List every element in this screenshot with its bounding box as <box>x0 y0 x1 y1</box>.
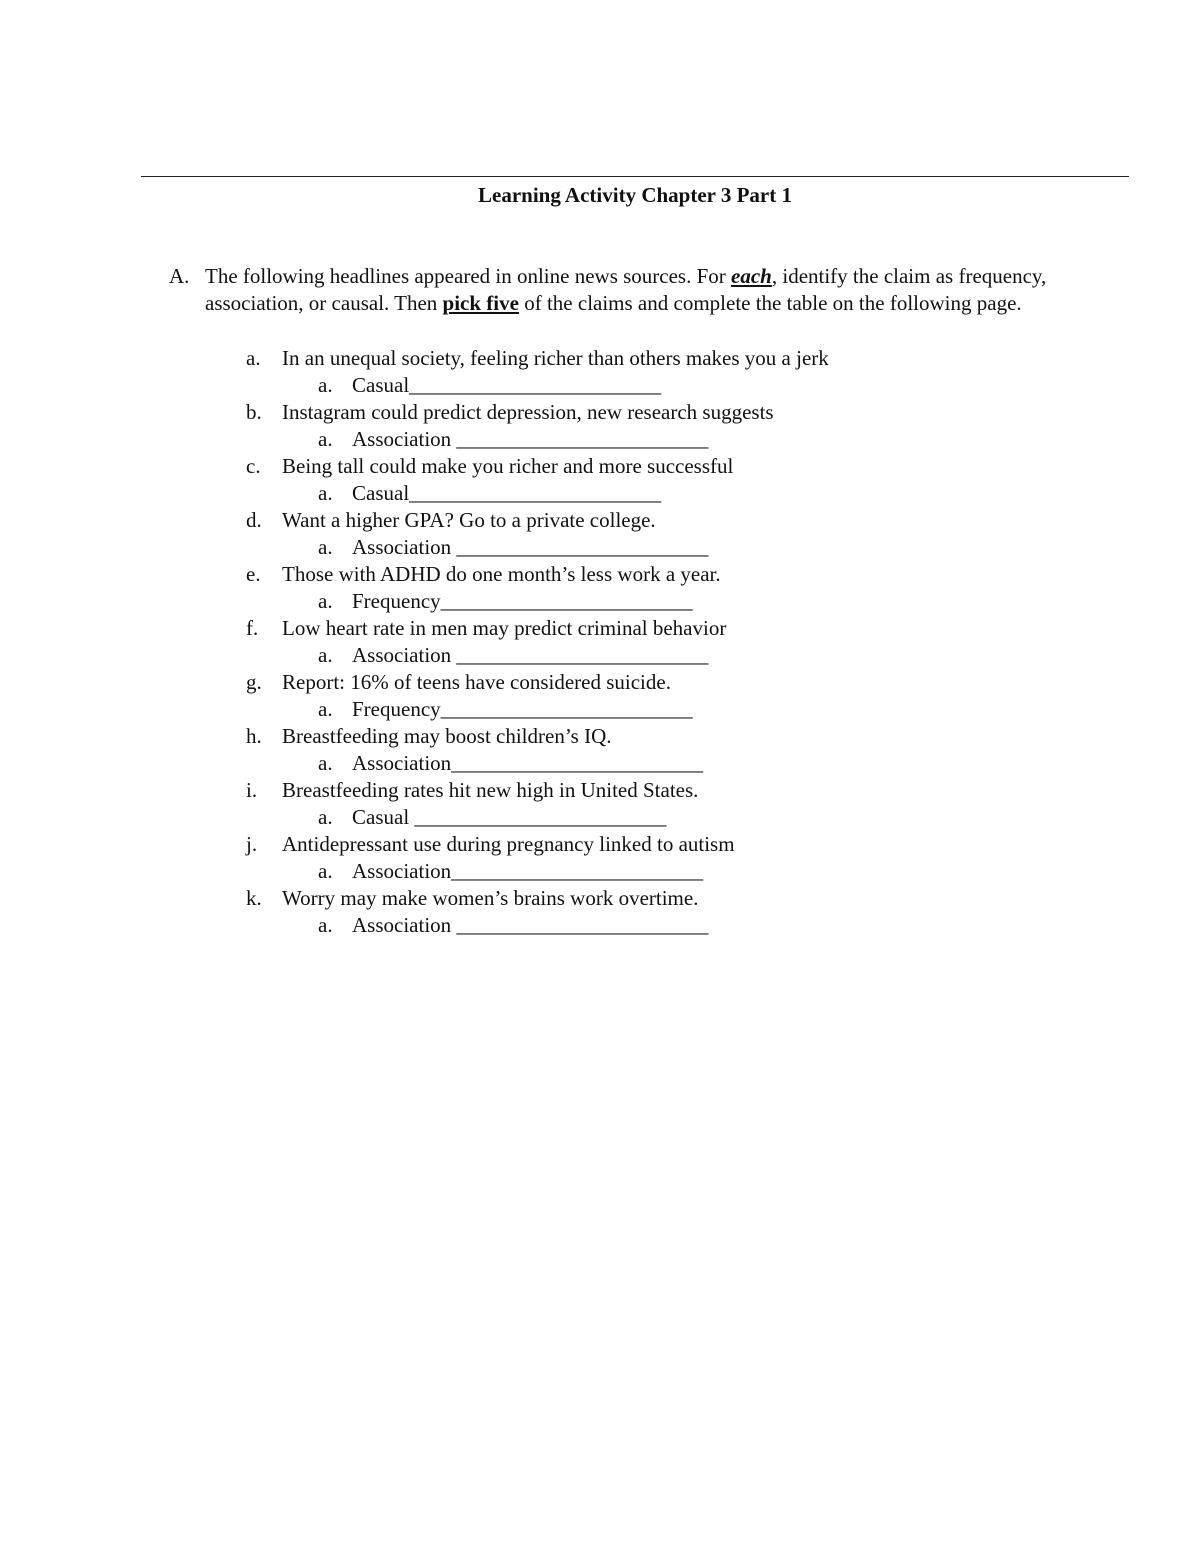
list-item <box>246 723 1146 777</box>
answer-letter: a. <box>318 427 333 451</box>
answer-letter: a. <box>318 535 333 559</box>
answer-letter: a. <box>318 859 333 883</box>
answer-text: Association________________________ <box>352 859 704 883</box>
headline-text: Being tall could make you richer and more successful <box>282 454 734 478</box>
list-item <box>246 831 1146 885</box>
answer-letter: a. <box>318 805 333 829</box>
list-item <box>246 885 1146 939</box>
list-item <box>246 345 1146 399</box>
item-letter: f. <box>246 616 259 640</box>
answer-line <box>318 426 708 453</box>
answer-text: Frequency________________________ <box>352 697 693 721</box>
answer-line <box>318 858 703 885</box>
section-instructions <box>205 263 1145 317</box>
headline-list <box>246 345 1146 939</box>
item-letter: c. <box>246 454 261 478</box>
instructions-part-2: , identify the claim as frequency, association, or causal. Then <box>205 264 1047 315</box>
item-letter: e. <box>246 562 261 586</box>
emphasis-pick-five: pick five <box>442 291 519 315</box>
headline-text: Those with ADHD do one month’s less work a year. <box>282 562 721 586</box>
item-letter: h. <box>246 724 262 748</box>
headline-text: Want a higher GPA? Go to a private college. <box>282 508 656 532</box>
item-letter: a. <box>246 346 261 370</box>
answer-letter: a. <box>318 697 333 721</box>
list-item <box>246 777 1146 831</box>
list-item <box>246 561 1146 615</box>
headline-line <box>246 561 721 588</box>
answer-line <box>318 480 661 507</box>
headline-line <box>246 345 829 372</box>
answer-text: Association________________________ <box>352 751 704 775</box>
answer-text: Casual________________________ <box>352 481 662 505</box>
answer-letter: a. <box>318 373 333 397</box>
item-letter: k. <box>246 886 262 910</box>
answer-text: Frequency________________________ <box>352 589 693 613</box>
headline-text: Instagram could predict depression, new research suggests <box>282 400 774 424</box>
headline-line <box>246 885 698 912</box>
answer-line <box>318 372 661 399</box>
answer-line <box>318 804 666 831</box>
emphasis-each: each <box>731 264 772 288</box>
header-rule <box>141 176 1129 177</box>
answer-line <box>318 750 703 777</box>
headline-line <box>246 507 656 534</box>
answer-text: Association ________________________ <box>352 427 709 451</box>
section-a <box>169 263 1139 317</box>
answer-line <box>318 642 708 669</box>
headline-line <box>246 615 726 642</box>
headline-line <box>246 723 612 750</box>
item-letter: b. <box>246 400 262 424</box>
item-letter: j. <box>246 832 258 856</box>
answer-text: Association ________________________ <box>352 913 709 937</box>
answer-letter: a. <box>318 589 333 613</box>
headline-text: Antidepressant use during pregnancy linked to autism <box>282 832 735 856</box>
list-item <box>246 453 1146 507</box>
headline-line <box>246 669 671 696</box>
headline-line <box>246 777 698 804</box>
headline-text: Breastfeeding rates hit new high in United States. <box>282 778 699 802</box>
answer-line <box>318 696 693 723</box>
item-letter: d. <box>246 508 262 532</box>
instructions-part-1: The following headlines appeared in online news sources. For <box>205 264 732 288</box>
page-title: Learning Activity Chapter 3 Part 1 <box>478 183 792 207</box>
answer-letter: a. <box>318 643 333 667</box>
headline-text: Worry may make women’s brains work overtime. <box>282 886 699 910</box>
headline-line <box>246 399 774 426</box>
answer-text: Casual________________________ <box>352 373 662 397</box>
item-letter: i. <box>246 778 258 802</box>
headline-text: Breastfeeding may boost children’s IQ. <box>282 724 612 748</box>
list-item <box>246 669 1146 723</box>
list-item <box>246 507 1146 561</box>
answer-text: Association ________________________ <box>352 535 709 559</box>
answer-line <box>318 912 708 939</box>
list-item <box>246 615 1146 669</box>
headline-line <box>246 453 733 480</box>
item-letter: g. <box>246 670 262 694</box>
headline-text: Low heart rate in men may predict criminal behavior <box>282 616 727 640</box>
headline-text: In an unequal society, feeling richer than others makes you a jerk <box>282 346 829 370</box>
section-marker: A. <box>169 264 190 288</box>
headline-text: Report: 16% of teens have considered suicide. <box>282 670 671 694</box>
instructions-part-3: of the claims and complete the table on the following page. <box>518 291 1022 315</box>
answer-letter: a. <box>318 913 333 937</box>
answer-letter: a. <box>318 751 333 775</box>
answer-text: Association ________________________ <box>352 643 709 667</box>
list-item <box>246 399 1146 453</box>
answer-letter: a. <box>318 481 333 505</box>
answer-text: Casual ________________________ <box>352 805 667 829</box>
answer-line <box>318 588 693 615</box>
answer-line <box>318 534 708 561</box>
headline-line <box>246 831 735 858</box>
